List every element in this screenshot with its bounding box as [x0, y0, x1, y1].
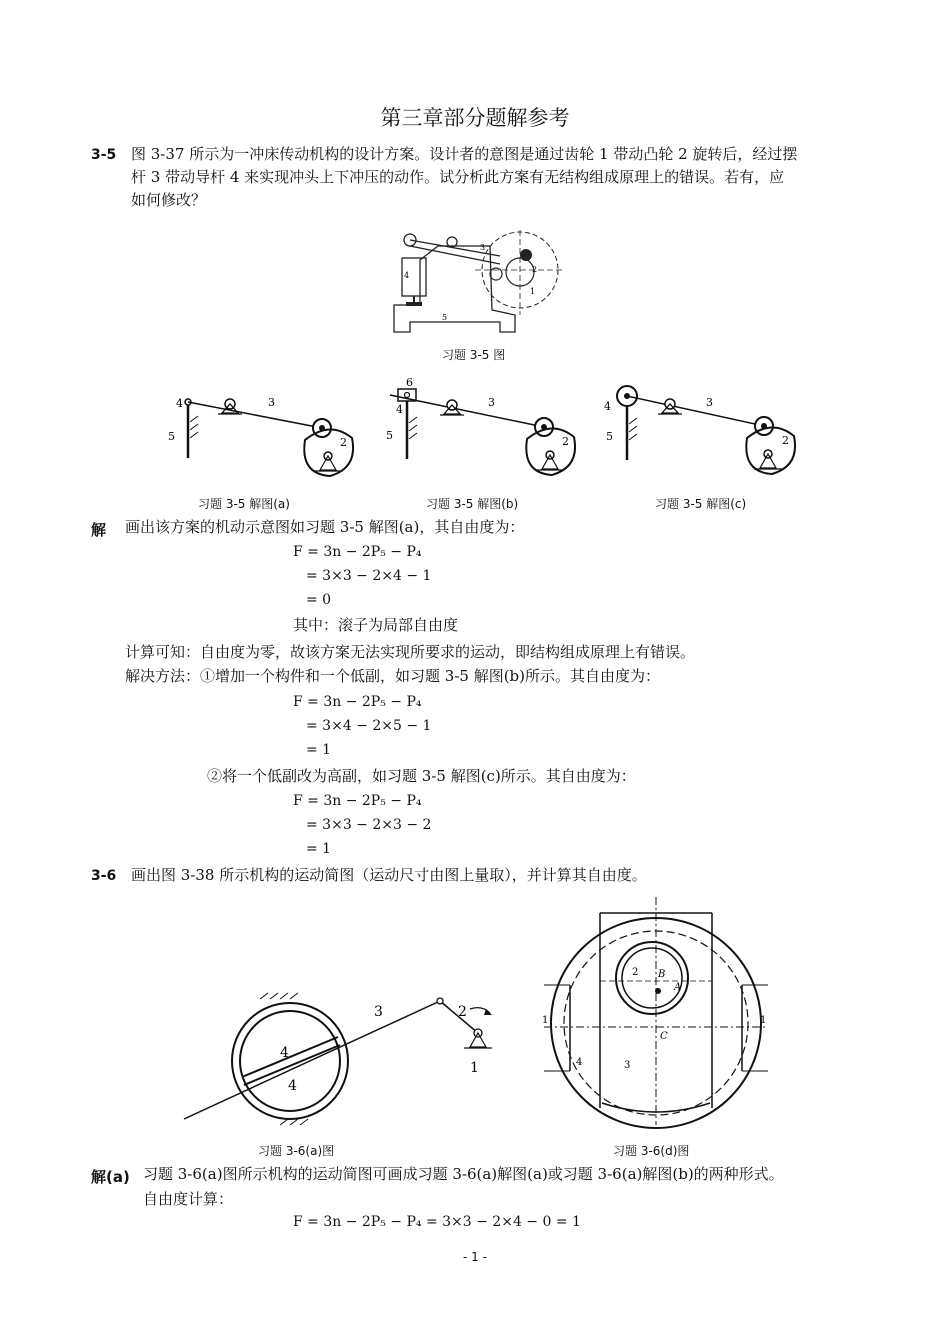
page-title: 第三章部分题解参考: [380, 106, 570, 130]
eq-b-line1: F = 3n − 2P₅ − P₄: [293, 694, 422, 710]
note-local-dof: 其中：滚子为局部自由度: [293, 616, 459, 634]
page-number: - 1 -: [463, 1250, 487, 1264]
solution-line3: 解决方法：①增加一个构件和一个低副，如习题 3-5 解图(b)所示。其自由度为：: [125, 667, 661, 685]
sketch-b-label-6: 6: [406, 376, 413, 389]
sketch-a-label-3: 3: [268, 396, 275, 409]
eq-c-line3: = 1: [306, 841, 332, 857]
solution-3-6a-heading: 解(a): [91, 1168, 130, 1186]
sketch-b-label-3: 3: [488, 396, 495, 409]
equation-b: [293, 690, 431, 762]
problem-3-5-line1: 图 3-37 所示为一冲床传动机构的设计方案。设计者的意图是通过齿轮 1 带动凸轮 2 旋转后，经过摆: [131, 145, 798, 163]
solution-sketch-a: [160, 380, 360, 485]
fig-label-4: 4: [404, 271, 410, 280]
sketch-b-label-5: 5: [386, 429, 393, 442]
caption-solution-c: 习题 3-5 解图(c): [655, 497, 747, 511]
fig-label-3: 3: [480, 243, 486, 252]
problem-number-3-5: 3-5: [91, 147, 117, 163]
solution-line2: 计算可知：自由度为零，故该方案无法实现所要求的运动，即结构组成原理上有错误。: [125, 643, 696, 661]
problem-3-5-line2: 杆 3 带动导杆 4 来实现冲头上下冲压的动作。试分析此方案有无结构组成原理上的错误。若有，应: [131, 168, 785, 186]
fig-3-6d-label-2: 2: [632, 967, 639, 978]
equation-a: [293, 540, 431, 612]
problem-3-5-text: [131, 143, 871, 165]
problem-3-6-text: 画出图 3-38 所示机构的运动简图（运动尺寸由图上量取），并计算其自由度。: [131, 866, 647, 884]
solution-line1: 画出该方案的机动示意图如习题 3-5 解图(a)，其自由度为：: [125, 518, 525, 536]
solution-heading: 解: [91, 521, 107, 539]
fig-3-6a-label-1: 1: [470, 1060, 479, 1076]
fig-3-6d-label-1-right: 1: [760, 1015, 767, 1026]
fig-3-6d-label-B: B: [658, 969, 666, 980]
sketch-b-label-4: 4: [396, 403, 403, 416]
fig-3-6a-label-4-upper: 4: [280, 1045, 289, 1061]
sketch-a-label-4: 4: [176, 397, 183, 410]
figure-3-6a: [180, 985, 510, 1135]
eq-b-line2: = 3×4 − 2×5 − 1: [306, 718, 432, 734]
eq-a-line3: = 0: [306, 592, 332, 608]
figure-3-6d: [540, 893, 775, 1133]
problem-3-5-line3: 如何修改？: [131, 191, 207, 209]
eq-a-line1: F = 3n − 2P₅ − P₄: [293, 544, 422, 560]
equation-3-6a: F = 3n − 2P₅ − P₄ = 3×3 − 2×4 − 0 = 1: [293, 1214, 581, 1230]
fig-3-6d-label-1-left: 1: [542, 1015, 549, 1026]
press-machine-figure: [380, 220, 580, 345]
fig-3-6d-label-3: 3: [624, 1060, 631, 1071]
caption-solution-b: 习题 3-5 解图(b): [426, 497, 519, 511]
sketch-a-label-5: 5: [168, 430, 175, 443]
fig-3-6d-label-A: A: [674, 982, 682, 993]
fig-3-6a-label-4-lower: 4: [288, 1078, 297, 1094]
solution-sketch-b: [380, 375, 580, 485]
sketch-c-label-4: 4: [604, 400, 611, 413]
fig-label-1: 1: [530, 287, 536, 296]
figure-caption-3-6d: 习题 3-6(d)图: [613, 1144, 690, 1158]
caption-solution-a: 习题 3-5 解图(a): [198, 497, 290, 511]
eq-c-line2: = 3×3 − 2×3 − 2: [306, 817, 432, 833]
solution-3-6a-line2: 自由度计算：: [143, 1190, 234, 1208]
sketch-c-label-3: 3: [706, 396, 713, 409]
sketch-c-label-5: 5: [606, 430, 613, 443]
problem-number-3-6: 3-6: [91, 868, 117, 884]
sketch-a-label-2: 2: [340, 436, 347, 449]
fig-3-6a-label-2: 2: [458, 1004, 467, 1020]
fig-label-5: 5: [442, 313, 448, 322]
figure-caption-3-5: 习题 3-5 图: [442, 348, 506, 362]
equation-c: [293, 789, 431, 861]
solution-line4: ②将一个低副改为高副，如习题 3-5 解图(c)所示。其自由度为：: [207, 767, 636, 785]
eq-a-line2: = 3×3 − 2×4 − 1: [306, 568, 432, 584]
figure-caption-3-6a: 习题 3-6(a)图: [258, 1144, 335, 1158]
solution-3-6a-line1: 习题 3-6(a)图所示机构的运动简图可画成习题 3-6(a)解图(a)或习题 3-6(a)解图(b)的两种形式。: [143, 1165, 784, 1183]
solution-sketch-c: [600, 380, 800, 485]
sketch-c-label-2: 2: [782, 434, 789, 447]
fig-label-2: 2: [532, 265, 538, 274]
fig-3-6d-label-4: 4: [576, 1057, 583, 1068]
fig-3-6d-label-C: C: [660, 1031, 668, 1042]
sketch-b-label-2: 2: [562, 435, 569, 448]
eq-c-line1: F = 3n − 2P₅ − P₄: [293, 793, 422, 809]
eq-b-line3: = 1: [306, 742, 332, 758]
fig-3-6a-label-3: 3: [374, 1004, 383, 1020]
